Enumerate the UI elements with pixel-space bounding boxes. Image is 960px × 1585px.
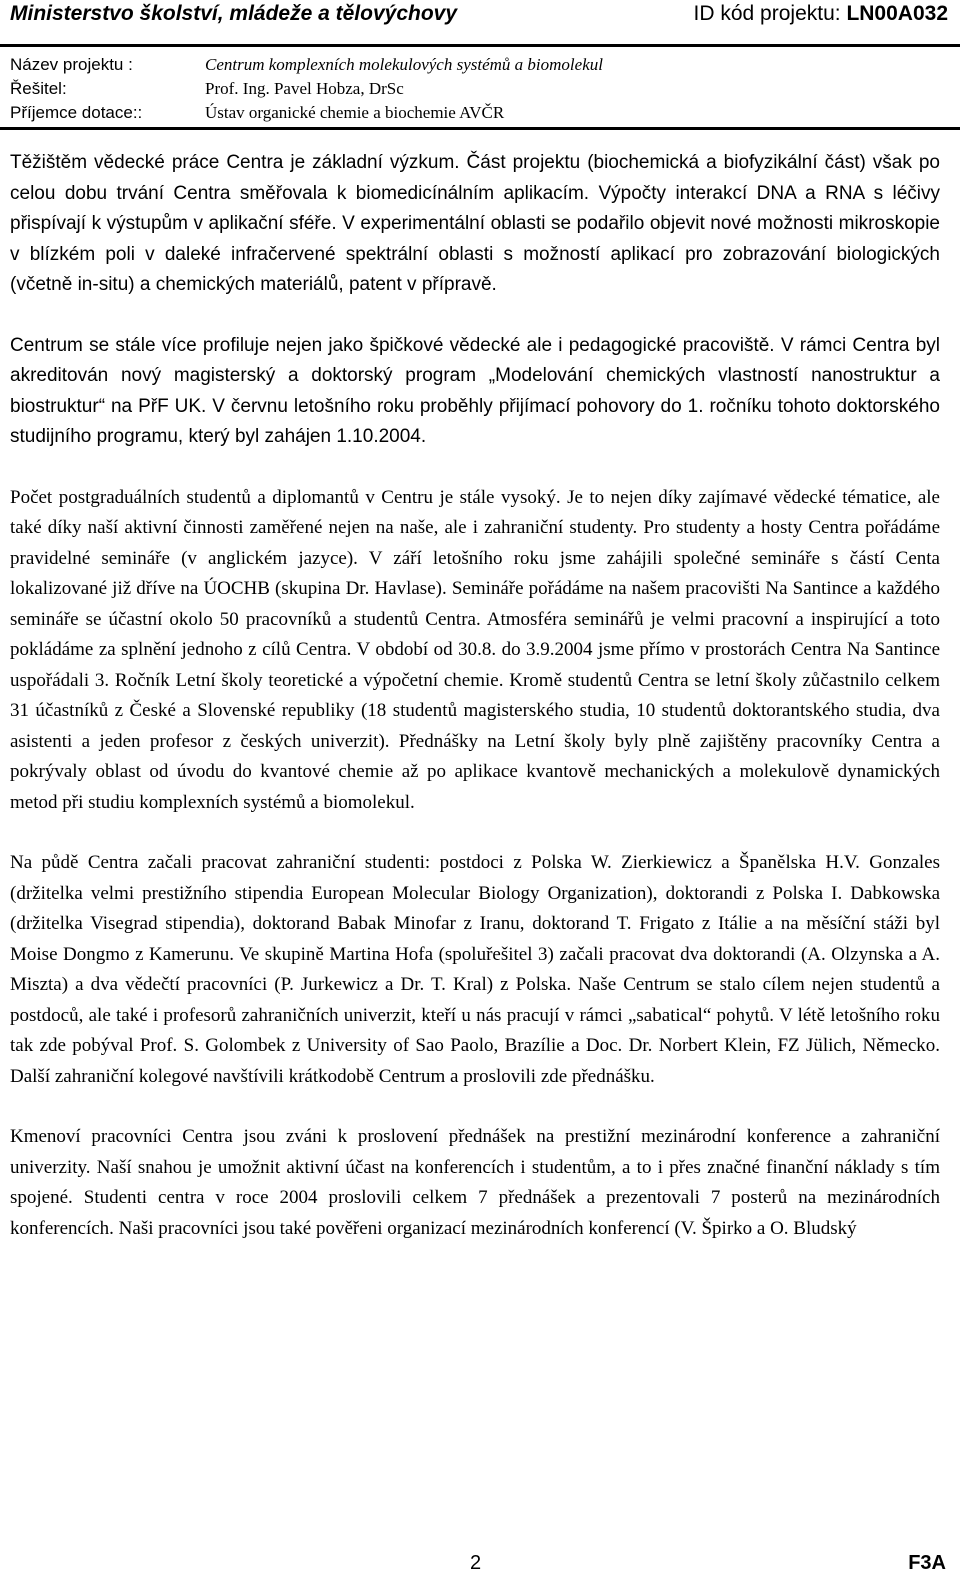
page-number: 2 xyxy=(470,1552,482,1574)
paragraph-research: Těžištěm vědecké práce Centra je základní výzkum. Část projektu (biochemická a biofyzikální část) však po celou dobu trvání Centra směřovala k biomedicínálním aplikacím. Výpočty interakcí DNA a RNA s léčivy přispívají k výstupům v aplikační sféře. V experimentální oblasti se podařilo objevit nové možnosti mikroskopie v blízkém poli v daleké infračervené spektrální oblasti s možností aplikací pro zobrazování biologických (včetně in-situ) a chemických materiálů, patent v přípravě. xyxy=(10,152,940,295)
solver-label: Řešitel: xyxy=(10,79,67,98)
project-id-value: LN00A032 xyxy=(846,2,948,25)
solver-value: Prof. Ing. Pavel Hobza, DrSc xyxy=(205,79,404,98)
project-id-label: ID kód projektu: xyxy=(693,2,847,25)
report-body xyxy=(10,148,940,1274)
paragraph-foreign-students: Na půdě Centra začali pracovat zahraniční studenti: postdoci z Polska W. Zierkiewicz a Španělska H.V. Gonzales (držitelka velmi prestižního stipendia European Molecular Biology Organization), doktorandi z Polska I. Dabkowska (držitelka Visegrad stipendia), doktorand Babak Minofar z Iranu, doktorand T. Frigato z Itálie a na měsíční stáži byl Moise Dongmo z Kamerunu. Ve skupině Martina Hofa (spoluřešitel 3) začali pracovat dva doktorandi (A. Olzynska a A. Miszta) a dva vědečtí pracovníci (P. Jurkewicz a Dr. T. Kral) z Polska. Naše Centrum se stalo cílem nejen studentů a postdoců, ale také i profesorů zahraničních univerzit, kteří u nás pracují v rámci „sabatical“ pohytů. V létě letošního roku tak zde pobýval Prof. S. Golombek z University of Sao Paolo, Brazílie a Doc. Dr. Norbert Klein, FZ Jülich, Německo. Další zahraniční kolegové navštívili krátkodobě Centrum a proslovili zde přednášku. xyxy=(10,852,940,1087)
paragraph-teaching: Centrum se stále více profiluje nejen jako špičkové vědecké ale i pedagogické pracoviště. V rámci Centra byl akreditován nový magisterský a doktorský program „Modelování chemických vlastností nanostruktur a biostruktur“ na PřF UK. V červnu letošního roku proběhly přijímací pohovory do 1. ročníku tohoto doktorského studijního programu, který byl zahájen 1.10.2004. xyxy=(10,334,940,447)
project-id xyxy=(694,2,948,26)
recipient-value: Ústav organické chemie a biochemie AVČR xyxy=(205,103,505,122)
recipient-label: Příjemce dotace:: xyxy=(10,103,143,122)
form-code: F3A xyxy=(908,1552,946,1574)
project-name-label: Název projektu : xyxy=(10,55,133,74)
paragraph-conferences: Kmenoví pracovníci Centra jsou zváni k proslovení přednášek na prestižní mezinárodní konference a zahraniční univerzity. Naší snahou je umožnit aktivní účast na konferencích i studentům, a to i přes značné finanční náklady s tím spojené. Studenti centra v roce 2004 proslovili celkem 7 přednášek a prezentovali 7 posterů na mezinárodních konferencích. Naši pracovníci jsou také pověřeni organizací mezinárodních konferencí (V. Špirko a O. Bludský xyxy=(10,1126,940,1239)
page-header xyxy=(0,0,960,47)
project-name-value: Centrum komplexních molekulových systémů a biomolekul xyxy=(205,55,603,74)
paragraph-students: Počet postgraduálních studentů a diplomantů v Centru je stále vysoký. Je to nejen díky zajímavé vědecké tématice, ale také díky naší aktivní činnosti zaměřené nejen na naše, ale i zahraniční studenty. Pro studenty a hosty Centra pořádáme pravidelné semináře (v anglickém jazyce). V září letošního roku jsme zahájili společné semináře s částí Centa lokalizované již dříve na ÚOCHB (skupina Dr. Havlase). Semináře pořádáme na našem pracovišti Na Santince a každého semináře se účastní okolo 50 pracovníků a studentů Centra. Atmosféra seminářů je velmi pracovní a inspirující a toto pokládáme za splnění jednoho z cílů Centra. V období od 30.8. do 3.9.2004 jsme přímo v prostorách Centra Na Santince uspořádali 3. Ročník Letní školy teoretické a výpočetní chemie. Kromě studentů Centra se letní školy zůčastnilo celkem 31 účastníků z České a Slovenské republiky (18 studentů magisterského studia, 10 studentů doktorantského studia, dva asistenti a jeden profesor z českých univerzit). Přednášky na Letní školy byly plně zajištěny pracovníky Centra a pokrývaly oblast od úvodu do kvantové chemie až po aplikace kvantově mechanických a molekulově dynamických metod při studiu komplexních systémů a biomolekul. xyxy=(10,486,940,813)
page-footer xyxy=(0,1548,960,1585)
project-info xyxy=(0,47,960,130)
ministry-title: Ministerstvo školství, mládeže a tělovýchovy xyxy=(10,2,458,25)
